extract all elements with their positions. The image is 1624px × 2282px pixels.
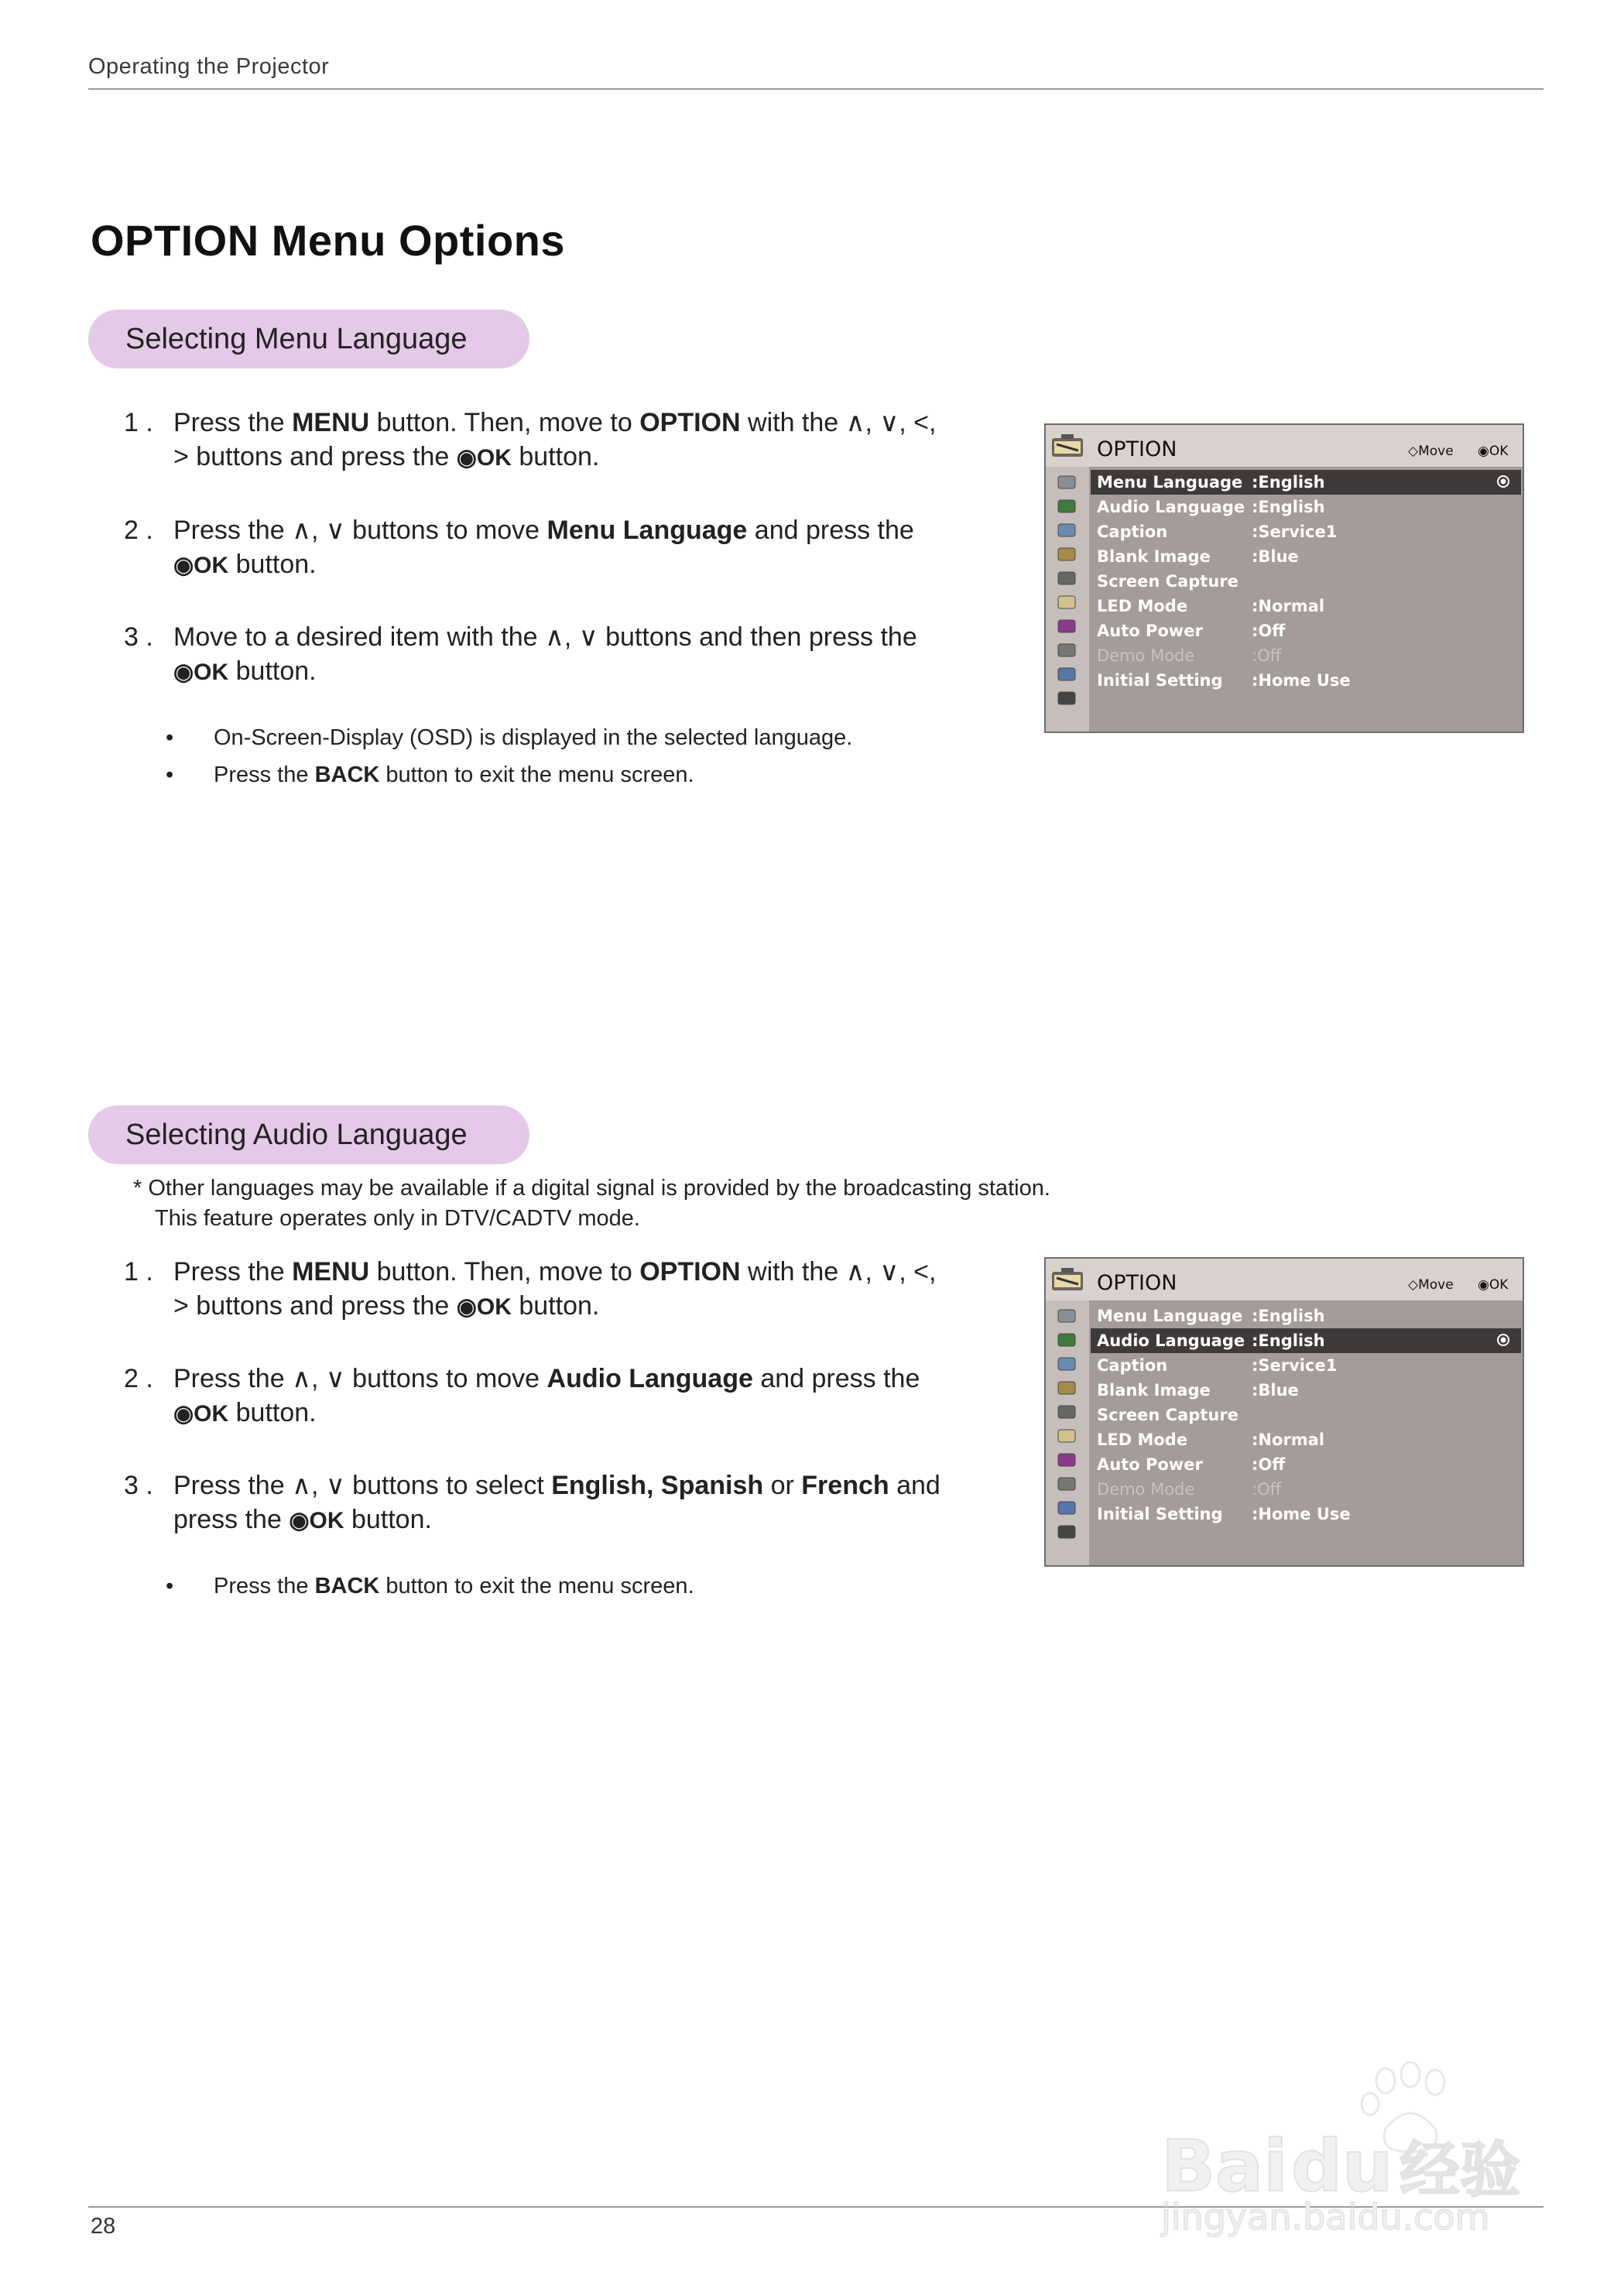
osd-row-label: LED Mode [1097, 1431, 1188, 1449]
osd-row [1091, 1353, 1521, 1378]
osd-row-label: Audio Language [1097, 1331, 1245, 1350]
osd-row-label: Demo Mode [1097, 1480, 1195, 1499]
note-bullet: • On-Screen-Display (OSD) is displayed in the selected language. [166, 725, 853, 750]
osd-row [1091, 1403, 1521, 1427]
info-icon [1055, 617, 1078, 636]
ok-radio-icon [1496, 1333, 1510, 1347]
osd-row-value: :Off [1252, 622, 1286, 640]
osd-row-value: :Home Use [1252, 1505, 1351, 1523]
usb-icon [1055, 641, 1078, 660]
osd-row-label: Menu Language [1097, 473, 1243, 492]
osd-row-value: :Normal [1252, 1431, 1325, 1449]
osd-row-label: Menu Language [1097, 1307, 1243, 1325]
osd-row [1091, 643, 1521, 668]
osd-ok-hint: ◉OK [1478, 1277, 1509, 1293]
osd-row-label: Caption [1097, 523, 1168, 541]
timer-icon [1055, 569, 1078, 588]
header-rule [88, 88, 1543, 90]
step-number: 2 . [124, 1364, 153, 1393]
step-number: 1 . [124, 1257, 153, 1287]
osd-row-value: :Off [1252, 646, 1282, 665]
osd-row-value: :Normal [1252, 597, 1325, 615]
osd-row-value: :Off [1252, 1455, 1286, 1474]
toolbox-icon [1050, 432, 1084, 460]
gear-icon [1055, 1379, 1078, 1397]
clapper-icon [1055, 689, 1078, 708]
svg-text:du: du [1291, 2125, 1393, 2208]
osd-row [1091, 1452, 1521, 1477]
note-bullet: • Press the BACK button to exit the menu screen. [166, 762, 694, 787]
step-number: 3 . [124, 622, 153, 652]
osd-row [1091, 618, 1521, 643]
section-pill-menu-language: Selecting Menu Language [88, 310, 529, 368]
osd-row-label: Blank Image [1097, 1381, 1211, 1400]
clapper-icon [1055, 1523, 1078, 1541]
baidu-watermark-logo [1153, 2044, 1556, 2237]
osd-row-label: Demo Mode [1097, 646, 1195, 665]
osd-row-value: :English [1252, 498, 1325, 516]
osd-row-value: :English [1252, 473, 1325, 492]
option-icon [1055, 593, 1078, 612]
step-3: 3 . Move to a desired item with the ∧, ∨ buttons and then press the ◉OK button. [124, 620, 1026, 690]
toolbox-icon [1050, 1266, 1084, 1293]
ok-radio-icon [1496, 475, 1510, 488]
osd-row [1091, 1477, 1521, 1502]
osd-row-label: Audio Language [1097, 498, 1245, 516]
osd-row-label: Initial Setting [1097, 671, 1223, 690]
osd-row-value: :Blue [1252, 1381, 1299, 1400]
osd-row [1091, 1328, 1521, 1353]
osd-sidebar [1046, 467, 1089, 732]
picture-icon [1055, 1307, 1078, 1325]
screen-icon [1055, 1331, 1078, 1349]
note-bullet: • Press the BACK button to exit the menu screen. [166, 1574, 694, 1598]
osd-header [1046, 425, 1523, 467]
osd-title: OPTION [1097, 437, 1177, 461]
settings-icon [1055, 1499, 1078, 1517]
osd-row-label: Screen Capture [1097, 572, 1239, 591]
osd-option-menu-screenshot [1044, 1257, 1524, 1567]
gear-icon [1055, 545, 1078, 564]
osd-row-label: LED Mode [1097, 597, 1188, 615]
page-number: 28 [91, 2214, 116, 2239]
osd-title: OPTION [1097, 1271, 1177, 1295]
osd-row [1091, 495, 1521, 519]
page-title: OPTION Menu Options [91, 216, 566, 265]
osd-row [1091, 470, 1521, 495]
availability-note: * Other languages may be available if a digital signal is provided by the broadcasting station. This feature operates only in DTV/CADTV mode. [133, 1176, 1050, 1231]
osd-row [1091, 1427, 1521, 1452]
step-1: 1 . Press the MENU button. Then, move to OPTION with the ∧, ∨, <, > buttons and press the ◉OK button. [124, 1255, 1026, 1324]
step-2: 2 . Press the ∧, ∨ buttons to move Audio Language and press the ◉OK button. [124, 1362, 1026, 1431]
osd-row [1091, 544, 1521, 569]
osd-row-value: :Service1 [1252, 523, 1338, 541]
step-1: 1 . Press the MENU button. Then, move to OPTION with the ∧, ∨, <, > buttons and press the ◉OK button. [124, 406, 1026, 475]
picture-icon [1055, 473, 1078, 492]
osd-row-label: Initial Setting [1097, 1505, 1223, 1523]
osd-row [1091, 1378, 1521, 1403]
osd-row-label: Auto Power [1097, 1455, 1203, 1474]
step-number: 3 . [124, 1471, 153, 1500]
step-number: 1 . [124, 408, 153, 437]
osd-sidebar [1046, 1300, 1089, 1565]
osd-row-value: :Off [1252, 1480, 1282, 1499]
step-3: 3 . Press the ∧, ∨ buttons to select English, Spanish or French and press the ◉OK button. [124, 1468, 1026, 1538]
option-icon [1055, 1427, 1078, 1445]
osd-move-hint: ◇Move [1408, 444, 1454, 459]
osd-row [1091, 1502, 1521, 1526]
svg-text:jingyan.baidu.com: jingyan.baidu.com [1161, 2196, 1490, 2237]
osd-row-value: :Home Use [1252, 671, 1351, 690]
settings-icon [1055, 665, 1078, 684]
osd-row-label: Screen Capture [1097, 1406, 1239, 1424]
svg-text:Bai: Bai [1161, 2125, 1288, 2208]
osd-move-hint: ◇Move [1408, 1277, 1454, 1293]
osd-row [1091, 519, 1521, 544]
osd-ok-hint: ◉OK [1478, 444, 1509, 459]
osd-row-label: Blank Image [1097, 547, 1211, 566]
clock-icon [1055, 1355, 1078, 1373]
osd-row-value: :English [1252, 1331, 1325, 1350]
usb-icon [1055, 1475, 1078, 1493]
svg-text:经验: 经验 [1400, 2136, 1521, 2205]
osd-row [1091, 1304, 1521, 1328]
osd-header [1046, 1259, 1523, 1300]
screen-icon [1055, 497, 1078, 516]
osd-row [1091, 594, 1521, 618]
osd-option-menu-screenshot [1044, 423, 1524, 733]
clock-icon [1055, 521, 1078, 540]
osd-row [1091, 569, 1521, 594]
osd-row-value: :Service1 [1252, 1356, 1338, 1375]
osd-row-label: Caption [1097, 1356, 1168, 1375]
timer-icon [1055, 1403, 1078, 1421]
osd-row-value: :Blue [1252, 547, 1299, 566]
step-number: 2 . [124, 516, 153, 545]
osd-row-label: Auto Power [1097, 622, 1203, 640]
step-2: 2 . Press the ∧, ∨ buttons to move Menu Language and press the ◉OK button. [124, 513, 1026, 583]
info-icon [1055, 1451, 1078, 1469]
running-header: Operating the Projector [88, 54, 330, 79]
osd-row-value: :English [1252, 1307, 1325, 1325]
osd-row [1091, 668, 1521, 693]
section-pill-audio-language: Selecting Audio Language [88, 1105, 529, 1164]
